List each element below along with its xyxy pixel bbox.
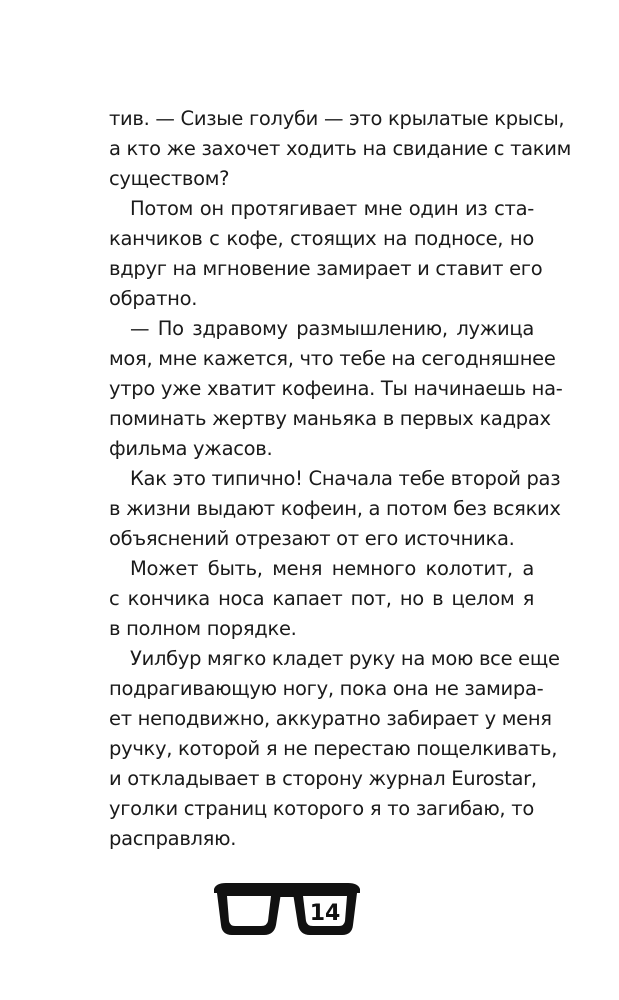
paragraph-6 bbox=[109, 644, 560, 854]
text-line: Может быть, меня немного колотит, а bbox=[130, 557, 534, 580]
text-line: поминать жертву маньяка в первых кадрах bbox=[109, 407, 551, 430]
text-line: Как это типично! Сначала тебе второй раз bbox=[130, 467, 561, 490]
text-line: и откладывает в сторону журнал Eurostar, bbox=[109, 767, 537, 790]
body-text bbox=[109, 104, 572, 854]
text-line: — По здравому размышлению, лужица bbox=[130, 317, 534, 340]
text-line: канчиков с кофе, стоящих на подносе, но bbox=[109, 227, 534, 250]
paragraph-5 bbox=[109, 554, 534, 644]
text-line: фильма ужасов. bbox=[109, 437, 273, 460]
text-line: в жизни выдают кофеин, а потом без всяких bbox=[109, 497, 561, 520]
text-line: подрагивающую ногу, пока она не замира- bbox=[109, 677, 544, 700]
text-line: объяснений отрезают от его источника. bbox=[109, 527, 515, 550]
text-line: расправляю. bbox=[109, 827, 237, 850]
text-line: с кончика носа капает пот, но в целом я bbox=[109, 587, 534, 610]
text-line: существом? bbox=[109, 167, 230, 190]
paragraph-2 bbox=[109, 194, 543, 314]
text-line: утро уже хватит кофеина. Ты начинаешь на- bbox=[109, 377, 563, 400]
text-line: Уилбур мягко кладет руку на мою все еще bbox=[130, 647, 560, 670]
text-line: обратно. bbox=[109, 287, 198, 310]
paragraph-1 bbox=[109, 104, 572, 194]
page-number: 14 bbox=[309, 901, 341, 926]
text-line: тив. — Сизые голуби — это крылатые крысы, bbox=[109, 107, 565, 130]
text-line: ручку, которой я не перестаю пощелкивать, bbox=[109, 737, 558, 760]
paragraph-4 bbox=[109, 464, 561, 554]
text-line: уголки страниц которого я то загибаю, то bbox=[109, 797, 534, 820]
text-line: моя, мне кажется, что тебе на сегодняшнее bbox=[109, 347, 556, 370]
text-line: Потом он протягивает мне один из ста- bbox=[130, 197, 534, 220]
text-line: вдруг на мгновение замирает и ставит его bbox=[109, 257, 543, 280]
text-line: в полном порядке. bbox=[109, 617, 297, 640]
paragraph-3 bbox=[109, 314, 563, 464]
text-line: а кто же захочет ходить на свидание с таким bbox=[109, 137, 572, 160]
glasses-icon bbox=[212, 879, 362, 941]
text-line: ет неподвижно, аккуратно забирает у меня bbox=[109, 707, 552, 730]
